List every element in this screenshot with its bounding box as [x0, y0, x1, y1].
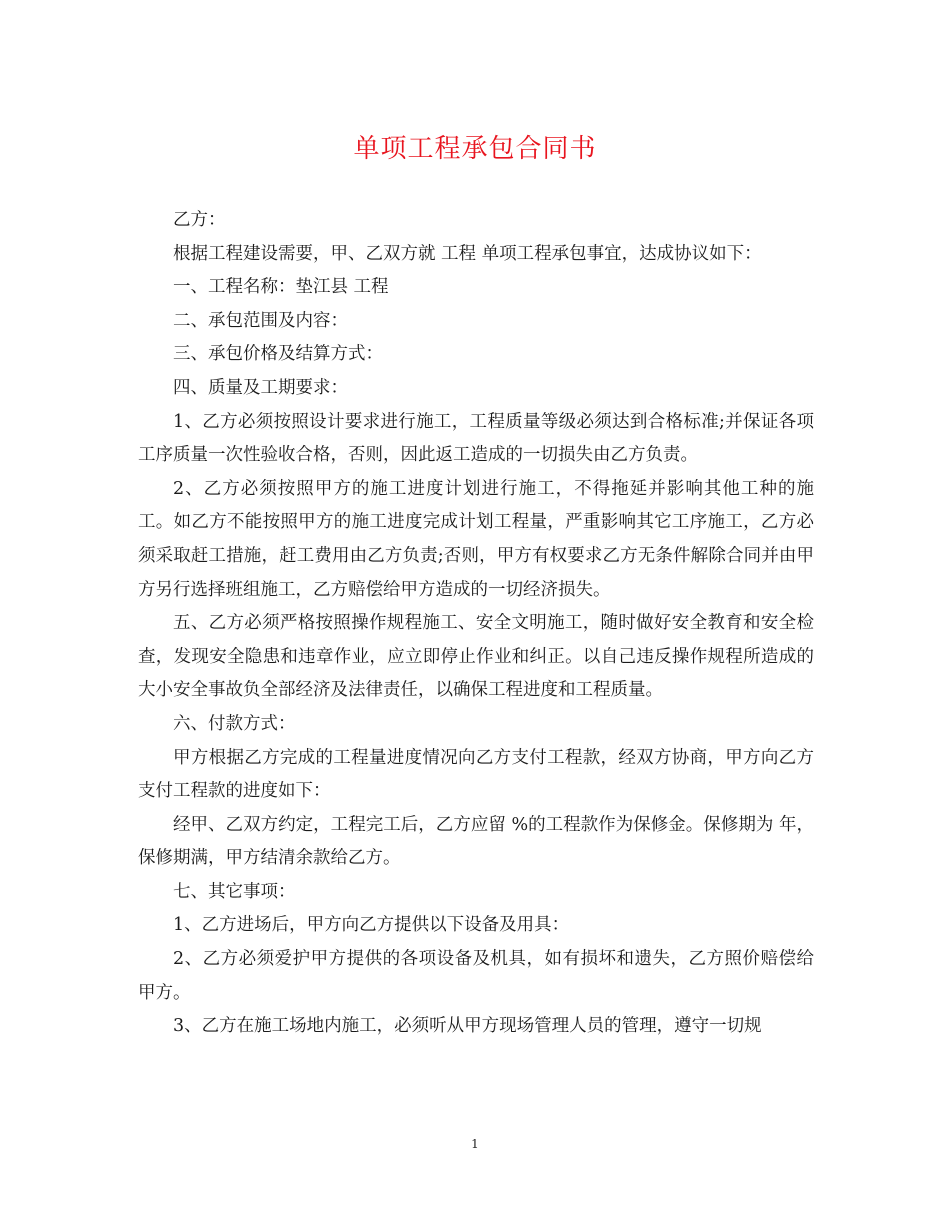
- clause-project-name: 一、工程名称：垫江县 工程: [173, 277, 389, 298]
- clause-other-heading: 七、其它事项：: [173, 881, 296, 902]
- clause-safety: 五、乙方必须严格按照操作规程施工、安全文明施工，随时做好安全教育和安全检查，发现安全隐患和违章作业，应立即停止作业和纠正。以自己违反操作规程所造成的大小安全事故负全部经济及法律责任，以确保工程进度和工程质量。: [138, 613, 814, 701]
- document-body: [138, 204, 814, 1044]
- other-item-2: 2、乙方必须爱护甲方提供的各项设备及机具，如有损坏和遗失，乙方照价赔偿给甲方。: [138, 949, 814, 1003]
- page-number: 1: [471, 1137, 479, 1151]
- quality-item-1: 1、乙方必须按照设计要求进行施工，工程质量等级必须达到合格标准;并保证各项工序质量一次性验收合格，否则，因此返工造成的一切损失由乙方负责。: [138, 411, 814, 466]
- preamble-paragraph: 根据工程建设需要，甲、乙双方就 工程 单项工程承包事宜，达成协议如下：: [173, 243, 762, 264]
- clause-scope: 二、承包范围及内容：: [173, 310, 348, 331]
- clause-payment-heading: 六、付款方式：: [173, 713, 296, 734]
- clause-quality-heading: 四、质量及工期要求：: [173, 377, 348, 398]
- other-item-1: 1、乙方进场后，甲方向乙方提供以下设备及用具：: [173, 915, 570, 936]
- other-item-3: 3、乙方在施工场地内施工，必须听从甲方现场管理人员的管理，遵守一切规: [173, 1016, 762, 1037]
- payment-paragraph-1: 甲方根据乙方完成的工程量进度情况向乙方支付工程款，经双方协商，甲方向乙方支付工程款的进度如下：: [138, 747, 814, 802]
- party-b-line: 乙方：: [173, 210, 226, 230]
- payment-paragraph-2: 经甲、乙双方约定，工程完工后，乙方应留 %的工程款作为保修金。保修期为 年，保修期满，甲方结清余款给乙方。: [138, 814, 814, 869]
- document-title: 单项工程承包合同书: [353, 134, 597, 164]
- quality-item-2: 2、乙方必须按照甲方的施工进度计划进行施工，不得拖延并影响其他工种的施工。如乙方不能按照甲方的施工进度完成计划工程量，严重影响其它工序施工，乙方必须采取赶工措施，赶工费用由乙方负责;否则，甲方有权要求乙方无条件解除合同并由甲方另行选择班组施工，乙方赔偿给甲方造成的一切经济损失。: [138, 478, 814, 600]
- clause-price: 三、承包价格及结算方式：: [173, 344, 383, 365]
